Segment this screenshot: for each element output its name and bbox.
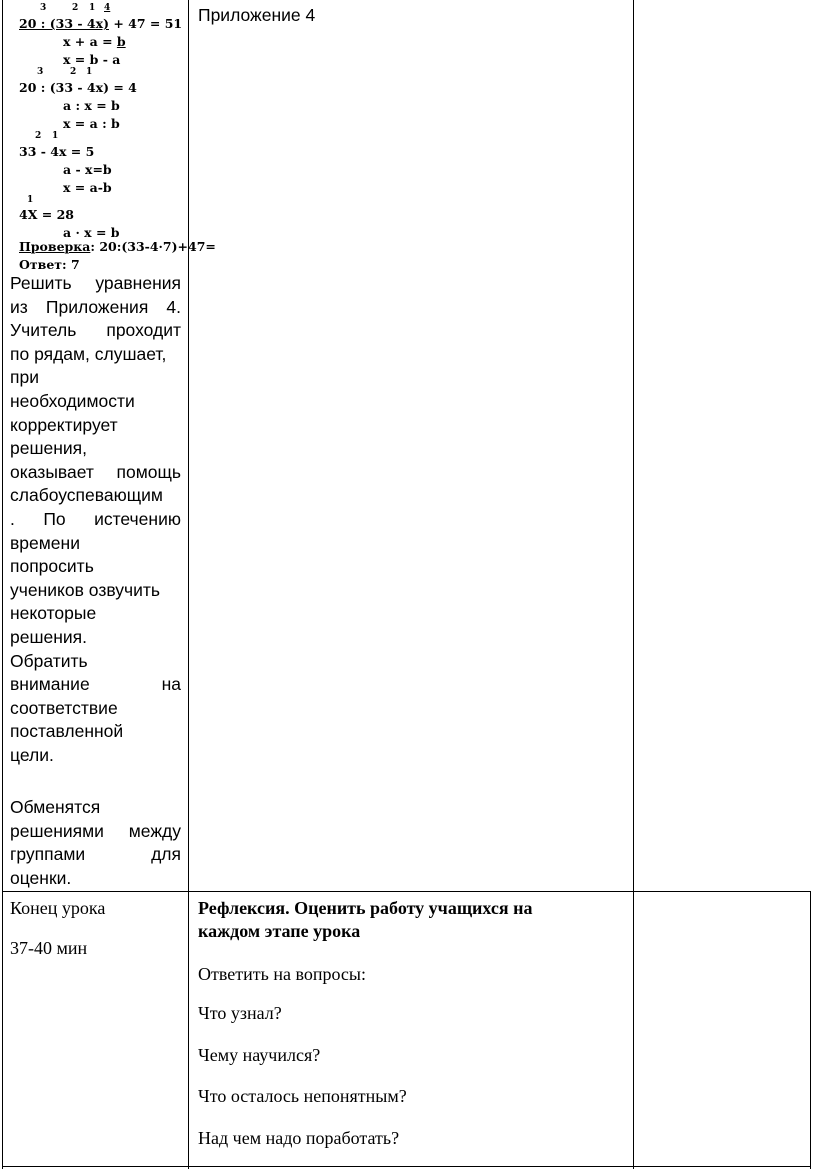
order-mark: 1: [52, 131, 59, 141]
text-line: [10, 343, 181, 367]
text-line: [10, 697, 181, 721]
appendix-label: Приложение 4: [198, 5, 316, 25]
text-line: [10, 843, 181, 867]
rule-4: a · x = b: [63, 225, 120, 240]
text-line: [10, 673, 181, 697]
table-border-left: [2, 0, 3, 1169]
text-word: решения.: [10, 626, 88, 647]
text-word: внимание: [10, 674, 90, 695]
text-word: при: [10, 367, 39, 388]
equation-4: 4X = 28: [19, 207, 74, 222]
time-range-label: 37-40 мин: [10, 938, 88, 958]
text-word: цели.: [10, 744, 54, 765]
order-mark: 1: [86, 67, 93, 77]
exchange-solutions-text: [10, 796, 181, 890]
text-word: учеников озвучить: [10, 579, 161, 600]
text-line: [10, 414, 181, 438]
text-word: Учитель: [10, 320, 77, 341]
table-border-right: [810, 891, 811, 1169]
text-line: [10, 744, 181, 768]
question-item: Над чем надо поработать?: [198, 1128, 400, 1148]
text-word: необходимости: [10, 390, 135, 411]
text-line: [10, 390, 181, 414]
order-mark: 1: [89, 3, 96, 13]
text-line: [10, 461, 181, 485]
text-word: соответствие: [10, 697, 118, 718]
rule-1b: x = b - a: [63, 52, 121, 67]
rule-1a: x + a = b: [63, 34, 126, 49]
rule-3a: a - x=b: [63, 162, 112, 177]
question-item: Что осталось непонятным?: [198, 1086, 407, 1106]
text-line: [10, 867, 181, 891]
text-line: [10, 720, 181, 744]
text-word: по рядам, слушает,: [10, 343, 167, 364]
order-mark: 2: [70, 67, 77, 77]
text-line: [10, 555, 181, 579]
text-word: группами: [10, 844, 86, 865]
text-line: [10, 437, 181, 461]
questions-intro: Ответить на вопросы:: [198, 964, 366, 984]
text-line: [10, 579, 181, 603]
reflection-title-line2: каждом этапе урока: [198, 921, 361, 941]
text-line: [10, 272, 181, 296]
text-word: между: [128, 820, 181, 841]
question-item: Что узнал?: [198, 1003, 282, 1023]
text-word: уравнения: [95, 273, 181, 293]
text-line: [10, 602, 181, 626]
text-word: слабоуспевающим: [10, 485, 163, 506]
reflection-title-line1: Рефлексия. Оценить работу учащихся на: [198, 898, 533, 918]
text-word: .: [10, 508, 15, 529]
order-mark: 2: [35, 131, 42, 141]
column-divider-1: [188, 0, 189, 1169]
end-of-lesson-label: Конец урока: [10, 898, 106, 918]
rule-2b: x = a : b: [63, 116, 120, 131]
text-line: [10, 484, 181, 508]
text-word: решениями: [10, 820, 104, 841]
text-line: [10, 626, 181, 650]
text-word: истечению: [94, 508, 181, 529]
text-word: Обратить: [10, 650, 88, 671]
text-word: По: [43, 508, 66, 529]
equation-3: 33 - 4x = 5: [19, 144, 95, 159]
text-word: для: [151, 844, 181, 865]
text-word: времени: [10, 532, 80, 553]
order-mark: 1: [27, 195, 34, 205]
text-line: [10, 508, 181, 532]
text-word: некоторые: [10, 603, 97, 624]
text-line: [10, 796, 181, 820]
text-line: [10, 366, 181, 390]
text-word: решения,: [10, 438, 88, 459]
teacher-activity-text: [10, 272, 181, 767]
text-word: поставленной: [10, 721, 124, 742]
equation-2: 20 : (33 - 4x) = 4: [19, 80, 137, 95]
order-mark: 2: [72, 3, 79, 13]
text-word: Обменятся: [10, 797, 101, 817]
text-line: [10, 319, 181, 343]
rule-2a: a : x = b: [63, 98, 120, 113]
text-word: корректирует: [10, 414, 118, 435]
order-mark: 3: [37, 67, 44, 77]
row-divider: [2, 891, 811, 892]
check-line: Проверка: 20:(33-4·7)+47=: [19, 239, 216, 254]
order-mark: 3: [40, 3, 47, 13]
text-line: [10, 820, 181, 844]
text-word: проходит: [106, 320, 181, 341]
text-line: [10, 650, 181, 674]
text-word: Решить: [10, 273, 72, 293]
rule-3b: x = a-b: [63, 180, 112, 195]
text-word: из: [10, 296, 28, 317]
column-divider-2: [633, 0, 634, 1169]
text-line: [10, 296, 181, 320]
text-word: оказывает: [10, 461, 94, 482]
text-word: на: [161, 674, 181, 695]
text-word: 4.: [166, 296, 181, 317]
order-mark: 4: [104, 3, 111, 13]
text-word: Приложения: [45, 296, 149, 317]
text-word: оценки.: [10, 867, 72, 888]
table-border-bottom: [2, 1166, 811, 1167]
equation-1: 20 : (33 - 4x) + 47 = 51: [19, 16, 183, 31]
question-item: Чему научился?: [198, 1045, 321, 1065]
text-word: помощь: [116, 461, 181, 482]
text-word: попросить: [10, 556, 94, 577]
text-line: [10, 532, 181, 556]
answer-line: Ответ: 7: [19, 257, 80, 272]
